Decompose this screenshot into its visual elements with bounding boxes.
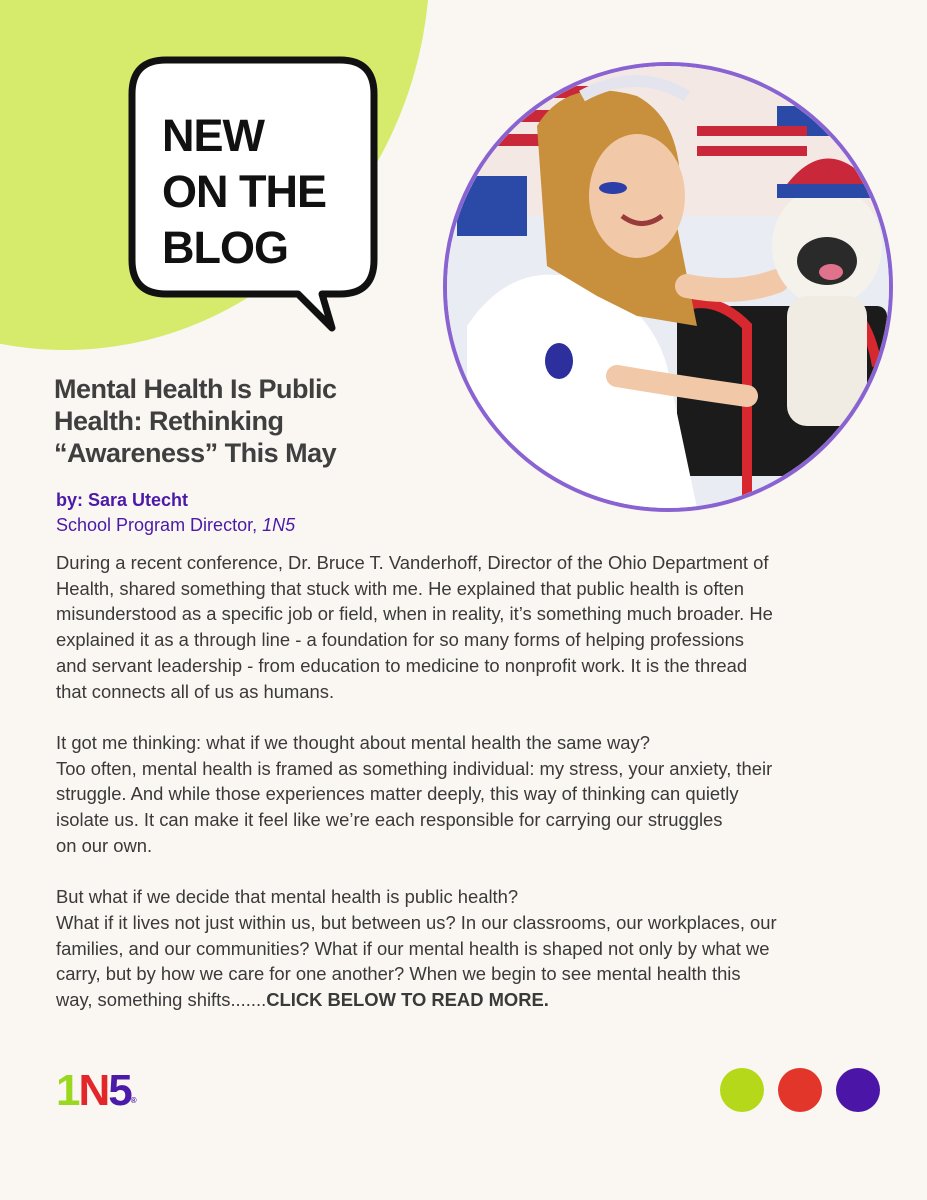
article-body bbox=[56, 550, 886, 1013]
decorative-dot-red bbox=[778, 1068, 822, 1112]
logo-part: N bbox=[78, 1066, 109, 1115]
body-line: Health, shared something that stuck with me. He explained that public health is often bbox=[56, 577, 744, 599]
body-line: explained it as a through line - a foundation for so many forms of helping professions bbox=[56, 629, 745, 651]
body-line: During a recent conference, Dr. Bruce T. Vanderhoff, Director of the Ohio Department of bbox=[56, 552, 769, 573]
bubble-line: ON THE bbox=[162, 166, 327, 217]
bubble-line: BLOG bbox=[162, 222, 288, 273]
logo-registered-mark: ® bbox=[130, 1096, 137, 1105]
author-role-line bbox=[56, 513, 295, 538]
body-line: What if it lives not just within us, but between us? In our classrooms, our workplaces, our bbox=[56, 911, 777, 933]
body-line: and servant leadership - from education to medicine to nonprofit work. It is the thread bbox=[56, 654, 748, 676]
author-photo-illustration bbox=[447, 66, 889, 508]
article-title bbox=[54, 373, 434, 469]
body-line: But what if we decide that mental health is public health? bbox=[56, 886, 519, 908]
read-more-link[interactable]: CLICK BELOW TO READ MORE. bbox=[266, 988, 549, 1010]
body-line: misunderstood as a specific job or field, when in reality, it’s something much broader. He bbox=[56, 603, 773, 625]
paragraph bbox=[56, 884, 886, 1013]
author-name: by: Sara Utecht bbox=[56, 490, 189, 510]
author-byline bbox=[56, 488, 295, 538]
body-line: on our own. bbox=[56, 834, 153, 856]
body-line: carry, but by how we care for one another? When we begin to see mental health this bbox=[56, 963, 741, 985]
bubble-line: NEW bbox=[162, 110, 264, 161]
body-line: Too often, mental health is framed as something individual: my stress, your anxiety, their bbox=[56, 757, 773, 779]
body-line-last bbox=[56, 987, 886, 1013]
paragraph bbox=[56, 730, 886, 859]
speech-bubble bbox=[126, 52, 378, 302]
body-line: families, and our communities? What if our mental health is shaped not only by what we bbox=[56, 937, 770, 959]
title-line: “Awareness” This May bbox=[54, 438, 337, 468]
paragraph-gap bbox=[56, 704, 886, 730]
paragraph-gap bbox=[56, 858, 886, 884]
author-org: 1N5 bbox=[262, 515, 296, 535]
paragraph bbox=[56, 550, 886, 704]
body-line: It got me thinking: what if we thought about mental health the same way? bbox=[56, 731, 650, 753]
body-line: struggle. And while those experiences matter deeply, this way of thinking can quietly bbox=[56, 783, 739, 805]
logo-part: 5 bbox=[108, 1066, 131, 1115]
author-photo bbox=[443, 62, 893, 512]
bubble-heading bbox=[162, 108, 326, 276]
title-line: Mental Health Is Public bbox=[54, 374, 337, 404]
title-line: Health: Rethinking bbox=[54, 406, 284, 436]
author-role: School Program Director, bbox=[56, 515, 263, 535]
body-line: that connects all of us as humans. bbox=[56, 680, 335, 702]
logo-part: 1 bbox=[56, 1066, 79, 1115]
decorative-dot-purple bbox=[836, 1068, 880, 1112]
body-line: isolate us. It can make it feel like we’re each responsible for carrying our struggles bbox=[56, 809, 723, 831]
body-line-text: way, something shifts....... bbox=[56, 988, 267, 1010]
brand-logo bbox=[56, 1066, 137, 1116]
decorative-dot-lime bbox=[720, 1068, 764, 1112]
